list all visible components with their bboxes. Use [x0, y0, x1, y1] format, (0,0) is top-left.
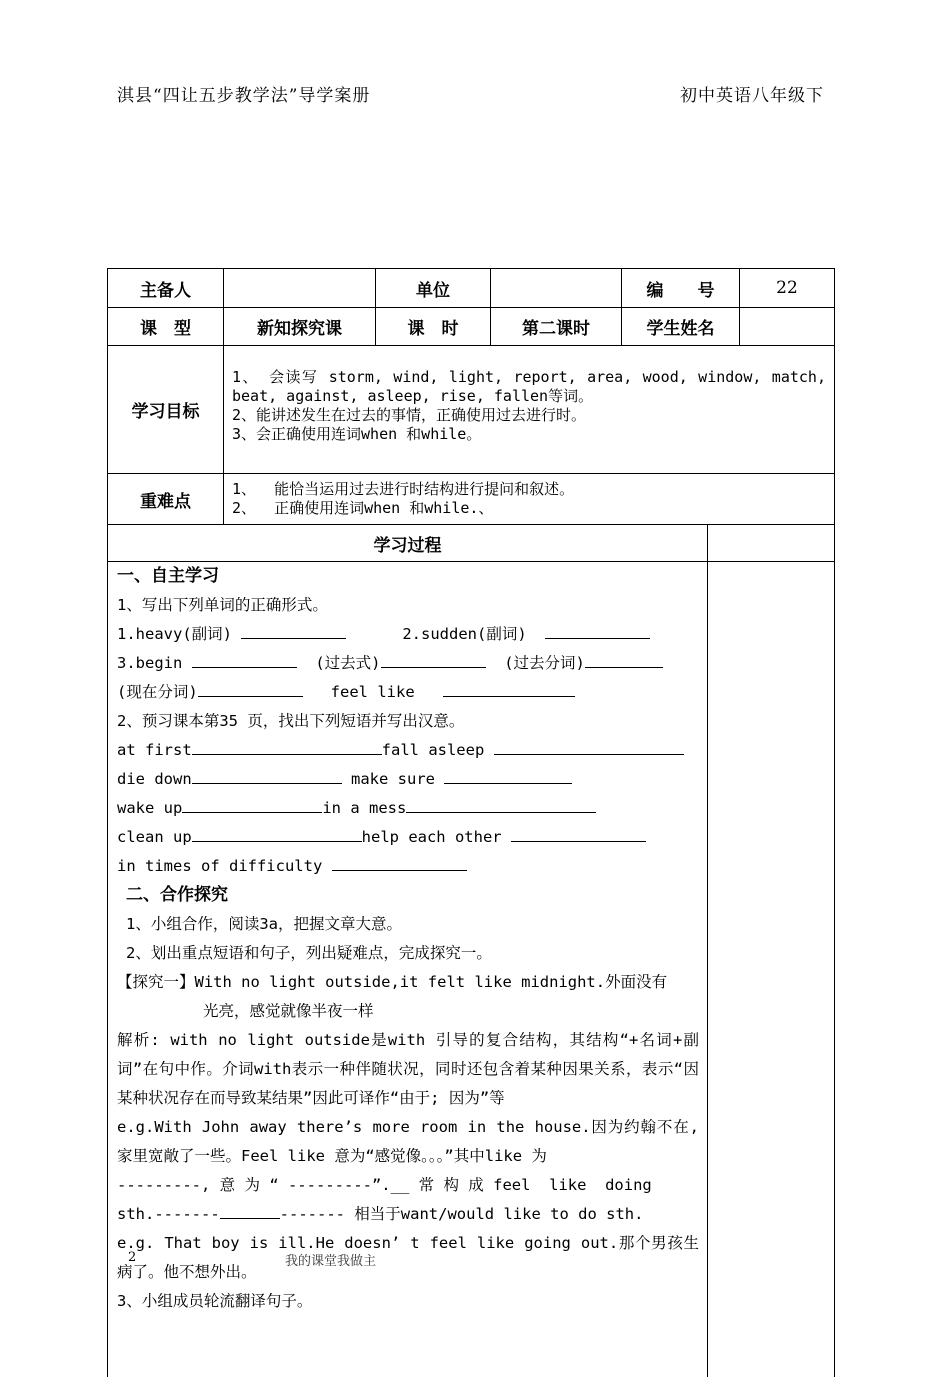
answer-blank[interactable] [545, 622, 650, 639]
student-value[interactable] [740, 308, 834, 345]
example-2: e.g. That boy is ill.He doesn’ t feel like going out.那个男孩生病了。他不想外出。 [117, 1234, 699, 1281]
phrase-fall-asleep: fall asleep [381, 741, 485, 759]
phrase-help-each-other: help each other [361, 828, 502, 846]
present-participle-label: (现在分词) [117, 683, 198, 701]
past-participle-label: (过去分词) [504, 654, 585, 672]
phrase-die-down: die down [117, 770, 192, 788]
example-1-blanks: ---------, 意 为 “ ---------”.__ 常 构 成 feel like doing [117, 1176, 652, 1194]
phrase-line-4 [117, 823, 707, 852]
answer-blank[interactable] [585, 651, 663, 668]
phrase-make-sure: make sure [351, 770, 435, 788]
key-points-label: 重难点 [108, 474, 224, 524]
answer-blank[interactable] [192, 651, 297, 668]
unit-label: 单位 [376, 269, 491, 307]
explore-title-translation: 光亮，感觉就像半夜一样 [203, 1002, 374, 1020]
period-value: 第二课时 [491, 308, 622, 345]
example-1-want-to: ------- 相当于want/would like to do sth. [279, 1205, 644, 1223]
word-sudden: 2.sudden(副词) [402, 625, 527, 643]
word-line-2 [117, 649, 707, 678]
notes-column-header [708, 525, 834, 561]
coop-step-2: 2、划出重点短语和句子，列出疑难点，完成探究一。 [126, 944, 492, 962]
phrase-in-times-of-difficulty: in times of difficulty [117, 857, 323, 875]
goals-row [108, 346, 834, 474]
phrase-line-2 [117, 765, 707, 794]
unit-value[interactable] [491, 269, 622, 307]
answer-blank[interactable] [494, 738, 684, 755]
notes-column[interactable] [708, 562, 834, 1377]
page-number: 2 [128, 1250, 137, 1265]
student-label: 学生姓名 [622, 308, 740, 345]
word-begin: 3.begin [117, 654, 183, 672]
info-row-1 [108, 269, 834, 308]
phrase-wake-up: wake up [117, 799, 183, 817]
answer-blank[interactable] [241, 622, 346, 639]
answer-blank[interactable] [192, 738, 382, 755]
key-point-item: 1、 能恰当运用过去进行时结构进行提问和叙述。 [232, 480, 575, 498]
preparer-value[interactable] [224, 269, 376, 307]
example-1: e.g.With John away there’s more room in the house.因为约翰不在,家里宽敞了一些。Feel like 意为“感觉像。。。”其中like 为 [117, 1118, 699, 1165]
answer-blank[interactable] [198, 680, 303, 697]
phrase-in-a-mess: in a mess [322, 799, 407, 817]
goal-item: 2、能讲述发生在过去的事情，正确使用过去进行时。 [232, 406, 587, 424]
task-3: 3、小组成员轮流翻译句子。 [117, 1292, 313, 1310]
info-row-2 [108, 308, 834, 346]
word-line-3 [117, 678, 707, 707]
word-heavy: 1.heavy(副词) [117, 625, 232, 643]
word-line-1 [117, 620, 707, 649]
process-body-row [108, 562, 834, 1377]
process-title-row [108, 525, 834, 562]
number-value: 22 [776, 278, 798, 298]
phrase-clean-up: clean up [117, 828, 192, 846]
analysis-text: 解析: with no light outside是with 引导的复合结构，其结构“+名词+副词”在句中作。介词with表示一种伴随状况，同时还包含着某种因果关系，表示“因某种状况存在而导致某结果”因此可译作“由于; 因为”等 [117, 1031, 699, 1107]
header-left: 淇县“四让五步教学法”导学案册 [117, 86, 371, 106]
answer-blank[interactable] [443, 680, 575, 697]
phrase-line-3 [117, 794, 707, 823]
answer-blank[interactable] [444, 767, 572, 784]
task-1: 1、写出下列单词的正确形式。 [117, 596, 328, 614]
section-self-study: 一、自主学习 [117, 566, 219, 586]
section-cooperative: 二、合作探究 [126, 885, 228, 905]
example-1-equivalent [117, 1200, 707, 1229]
key-points-row [108, 474, 834, 525]
goal-item: 1、 会读写 storm, wind, light, report, area, wood, window, match, beat, against, asleep, rise, fallen等词。 [232, 368, 836, 405]
answer-blank[interactable] [511, 825, 646, 842]
coop-step-1: 1、小组合作，阅读3a，把握文章大意。 [126, 915, 402, 933]
process-content [108, 562, 708, 1377]
answer-blank[interactable] [406, 796, 596, 813]
word-feel-like: feel like [330, 683, 415, 701]
header-right: 初中英语八年级下 [680, 86, 824, 106]
footer-note: 我的课堂我做主 [285, 1254, 377, 1269]
answer-blank[interactable] [192, 825, 362, 842]
preparer-label: 主备人 [108, 269, 224, 307]
lesson-plan-table [107, 268, 835, 1377]
phrase-line-5 [117, 852, 707, 881]
phrase-at-first: at first [117, 741, 192, 759]
past-tense-label: (过去式) [315, 654, 381, 672]
process-title: 学习过程 [108, 525, 708, 561]
answer-blank[interactable] [220, 1202, 280, 1219]
goal-item: 3、会正确使用连词when 和while。 [232, 425, 482, 443]
phrase-line-1 [117, 736, 707, 765]
period-label: 课 时 [376, 308, 491, 345]
task-2: 2、预习课本第35 页，找出下列短语并写出汉意。 [117, 712, 465, 730]
answer-blank[interactable] [192, 767, 342, 784]
key-points-content [224, 474, 834, 524]
type-value: 新知探究课 [224, 308, 376, 345]
key-point-item: 2、 正确使用连词when 和while.、 [232, 499, 494, 517]
goals-content [224, 346, 834, 473]
answer-blank[interactable] [332, 854, 467, 871]
answer-blank[interactable] [182, 796, 322, 813]
explore-title: 【探究一】With no light outside,it felt like midnight.外面没有 [117, 973, 668, 991]
goals-label: 学习目标 [108, 346, 224, 473]
example-1-sth: sth.------- [117, 1205, 220, 1223]
number-label: 编 号 [622, 269, 740, 307]
type-label: 课 型 [108, 308, 224, 345]
answer-blank[interactable] [381, 651, 486, 668]
